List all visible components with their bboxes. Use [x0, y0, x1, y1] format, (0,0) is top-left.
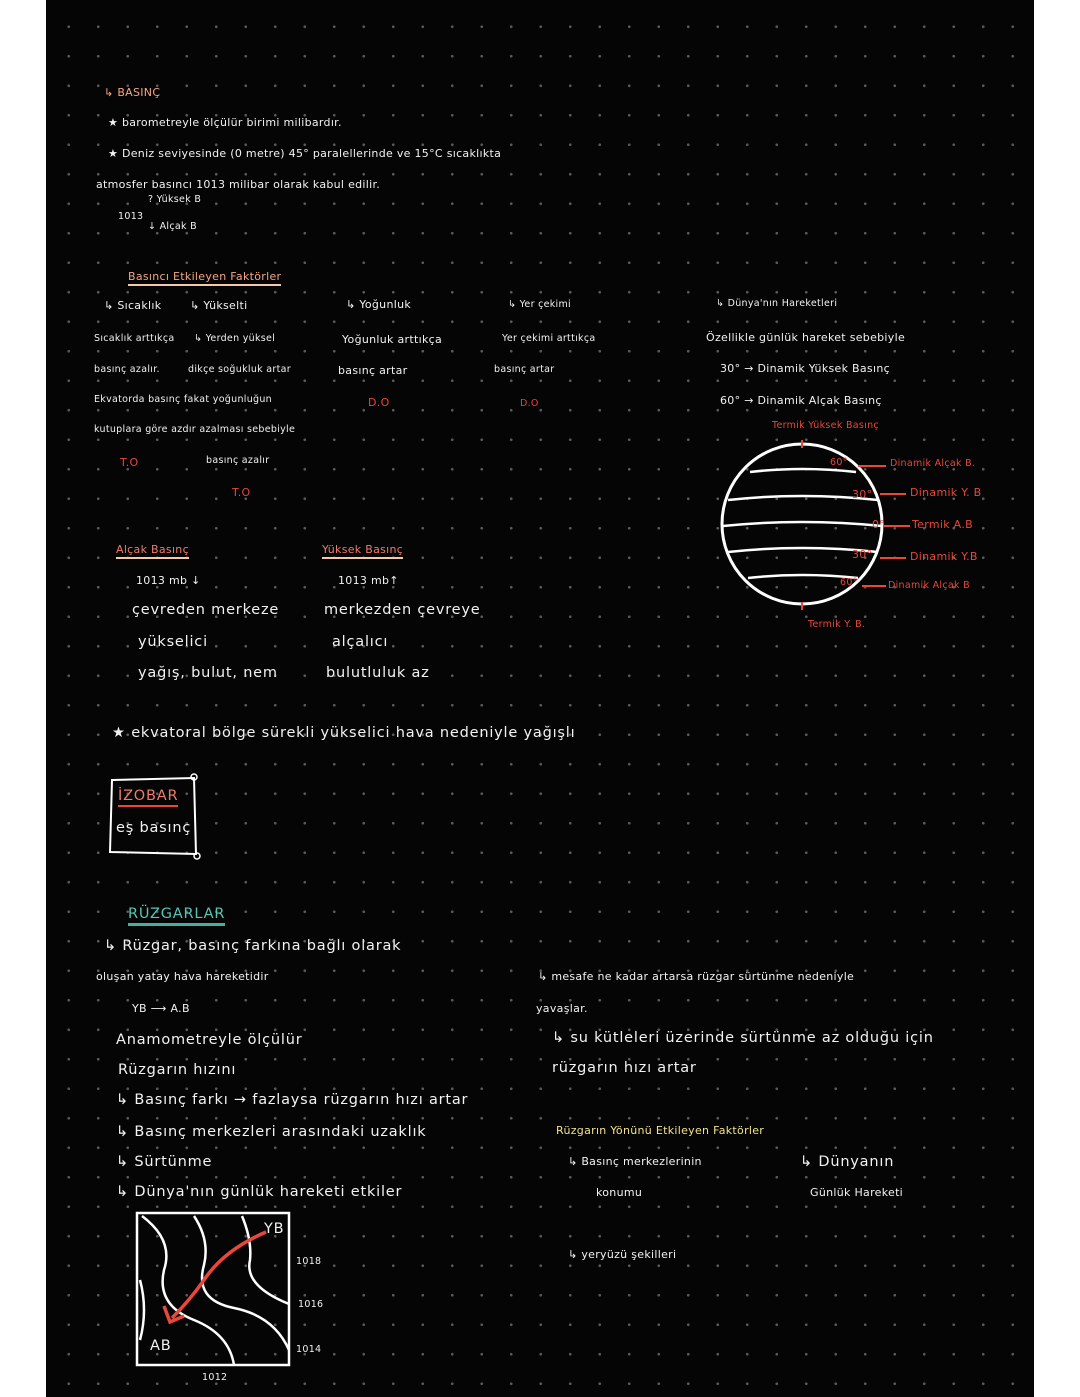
factor-yercekimi-head: ↳ Yer çekimi: [508, 299, 571, 310]
sicaklik-line-2: basınç azalır.: [94, 364, 160, 375]
dunya-line-3: 60° → Dinamik Alçak Basınç: [720, 394, 882, 407]
globe-lat-60n: 60°: [830, 457, 848, 468]
notebook-page: [46, 0, 1034, 1397]
yuksek-item-4: bulutluluk az: [326, 665, 430, 681]
yukselti-tag: T.O: [232, 486, 251, 499]
yon-factor-b-2: Günlük Hareketi: [810, 1186, 904, 1199]
ekvator-note: ★ ekvatoral bölge sürekli yükselici hava nedeniyle yağışlı: [112, 725, 576, 741]
ruzgarlar-title: RÜZGARLAR: [128, 906, 225, 926]
alcak-item-3: yükselici: [138, 634, 208, 650]
factor-yukselti-head: ↳ Yükselti: [190, 299, 248, 312]
basinc-line-1: ★ barometreyle ölçülür birimi milibardır.: [108, 116, 342, 129]
ruzgar-right-2: yavaşlar.: [536, 1002, 588, 1015]
globe-lat-30n: 30°: [852, 488, 873, 501]
factor-sicaklik-head: ↳ Sıcaklık: [104, 299, 162, 312]
alcak-item-4: yağış, bulut, nem: [138, 665, 278, 681]
izobar-corner-dot: [194, 853, 200, 859]
isobar-label-1018: 1018: [296, 1256, 322, 1267]
sicaklik-line-3: Ekvatorda basınç fakat yoğunluğun: [94, 394, 273, 405]
high-pressure-note: ? Yüksek B: [148, 194, 202, 205]
yuksek-item-2: merkezden çevreye: [324, 602, 481, 618]
ruzgar-line-7: ↳ Basınç merkezleri arasındaki uzaklık: [116, 1124, 427, 1140]
ruzgar-line-9: ↳ Dünya'nın günlük hareketi etkiler: [116, 1184, 403, 1200]
ruzgar-line-1: ↳ Rüzgar, basınç farkına bağlı olarak: [104, 938, 402, 954]
basinc-line-2: ★ Deniz seviyesinde (0 metre) 45° paralellerinde ve 15°C sıcaklıkta: [108, 147, 502, 160]
yogunluk-line-1: Yoğunluk arttıkça: [342, 333, 443, 346]
yukselti-line-1: ↳ Yerden yüksel: [194, 333, 276, 344]
section-title-basinc: ↳ BASINÇ: [104, 86, 161, 99]
yukselti-line-2: dikçe soğukluk artar: [188, 364, 291, 375]
yercekimi-line-2: basınç artar: [494, 364, 555, 375]
izobar-box: [104, 770, 206, 862]
alcak-item-2: çevreden merkeze: [132, 602, 280, 618]
izobar-title: İZOBAR: [118, 788, 178, 807]
ruzgar-line-8: ↳ Sürtünme: [116, 1154, 213, 1170]
yon-factor-c-1: ↳ yeryüzü şekilleri: [568, 1248, 677, 1261]
pressure-value-note: 1013: [118, 211, 144, 222]
ruzgar-right-3: ↳ su kütleleri üzerinde sürtünme az olduğu için: [552, 1030, 934, 1046]
globe-lat-60s: 60°: [840, 577, 858, 588]
globe-label-dinamik-alcak-s: Dinamik Alçak B: [888, 580, 970, 591]
lat-line-0: [723, 522, 882, 526]
globe-label-dinamik-alcak-n: Dinamik Alçak B.: [890, 458, 976, 469]
yuksek-item-1: 1013 mb↑: [338, 574, 399, 587]
sicaklik-line-4: kutuplara göre azdır azalması sebebiyle: [94, 424, 296, 435]
diagram-yb-label: YB: [264, 1221, 285, 1237]
globe-bottom-label: Termik Y. B.: [808, 619, 866, 630]
yogunluk-line-2: basınç artar: [338, 364, 408, 377]
low-pressure-note: ↓ Alçak B: [148, 221, 197, 232]
isobar-line-edge: [140, 1280, 144, 1340]
yukselti-line-3: basınç azalır: [206, 455, 270, 466]
globe-label-termik-ab: Termik A.B: [912, 518, 973, 531]
globe-label-dinamik-yb-n: Dinamik Y. B: [910, 486, 982, 499]
ruzgar-line-2: oluşan yatay hava hareketidir: [96, 970, 269, 983]
globe-label-dinamik-yb-s: Dinamik Y.B: [910, 550, 978, 563]
ruzgar-line-3: YB ⟶ A.B: [132, 1002, 190, 1015]
yon-factor-a-1: ↳ Basınç merkezlerinin: [568, 1155, 702, 1168]
dunya-line-2: 30° → Dinamik Yüksek Basınç: [720, 362, 890, 375]
ruzgar-line-6: ↳ Basınç farkı → fazlaysa rüzgarın hızı artar: [116, 1092, 469, 1108]
factor-yogunluk-head: ↳ Yoğunluk: [346, 298, 412, 311]
factors-title: Basıncı Etkileyen Faktörler: [128, 270, 281, 286]
factor-dunya-head: ↳ Dünya'nın Hareketleri: [716, 298, 838, 309]
yon-title: Rüzgarın Yönünü Etkileyen Faktörler: [556, 1124, 765, 1137]
sicaklik-tag: T.O: [120, 456, 139, 469]
lat-line-60n: [750, 469, 856, 472]
alcak-item-1: 1013 mb ↓: [136, 574, 201, 587]
diagram-ab-label: AB: [150, 1338, 172, 1354]
yercekimi-line-1: Yer çekimi arttıkça: [502, 333, 596, 344]
ruzgar-right-4: rüzgarın hızı artar: [552, 1060, 697, 1076]
globe-top-label: Termik Yüksek Basınç: [772, 420, 879, 431]
yuksek-basinc-title: Yüksek Basınç: [322, 543, 403, 559]
isobar-label-1012: 1012: [202, 1372, 228, 1383]
izobar-text: eş basınç: [116, 820, 192, 836]
ruzgar-right-1: ↳ mesafe ne kadar artarsa rüzgar sürtünme nedeniyle: [538, 970, 855, 983]
basinc-line-3: atmosfer basıncı 1013 milibar olarak kabul edilir.: [96, 178, 381, 191]
yon-factor-a-2: konumu: [596, 1186, 643, 1199]
ruzgar-line-5: Rüzgarın hızını: [118, 1062, 237, 1078]
ruzgar-line-4: Anamometreyle ölçülür: [116, 1032, 303, 1048]
globe-lat-0: 0°: [872, 518, 886, 531]
isobar-label-1014: 1014: [296, 1344, 322, 1355]
alcak-basinc-title: Alçak Basınç: [116, 543, 189, 559]
yogunluk-tag: D.O: [368, 396, 390, 409]
yercekimi-tag: D.O: [520, 398, 539, 409]
dunya-line-1: Özellikle günlük hareket sebebiyle: [706, 331, 906, 344]
globe-lat-30s: 30°: [852, 548, 873, 561]
yuksek-item-3: alçalıcı: [332, 634, 389, 650]
isobar-label-1016: 1016: [298, 1299, 324, 1310]
yon-factor-b-1: ↳ Dünyanın: [800, 1154, 895, 1170]
sicaklik-line-1: Sıcaklık arttıkça: [94, 333, 175, 344]
